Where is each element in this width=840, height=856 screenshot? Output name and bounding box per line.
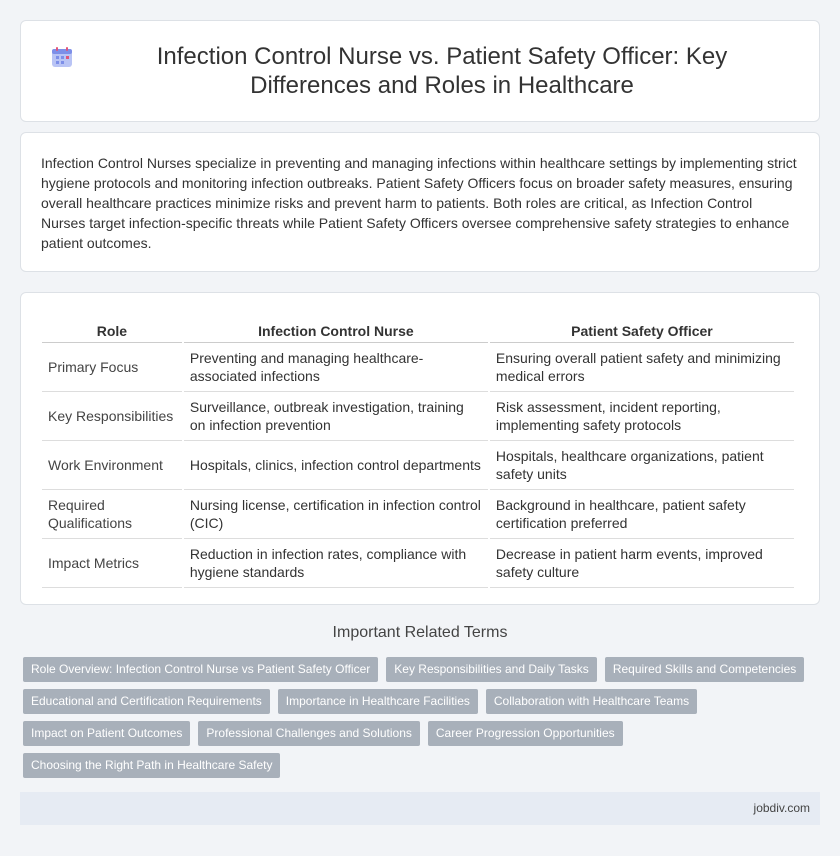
row-role-cell: Required Qualifications [42,490,182,539]
row-icn-cell: Surveillance, outbreak investigation, training on infection prevention [184,392,488,441]
related-terms-title: Important Related Terms [332,624,508,641]
header-card [20,20,820,122]
row-role-cell: Impact Metrics [42,539,182,588]
related-term-tag[interactable]: Required Skills and Competencies [605,657,804,682]
row-icn-cell: Nursing license, certification in infection control (CIC) [184,490,488,539]
row-icn-cell: Preventing and managing healthcare-associated infections [184,343,488,392]
table-row [42,392,794,441]
related-term-tag[interactable]: Impact on Patient Outcomes [23,721,190,746]
table-row [42,343,794,392]
related-term-tag[interactable]: Importance in Healthcare Facilities [278,689,478,714]
page-title: Infection Control Nurse vs. Patient Safety Officer: Key Differences and Roles in Healthcare [156,43,728,99]
comparison-table-card [20,292,820,605]
row-pso-cell: Hospitals, healthcare organizations, patient safety units [490,441,794,490]
header-infection-control-nurse: Infection Control Nurse [184,313,488,343]
related-term-tag[interactable]: Educational and Certification Requirements [23,689,270,714]
header-patient-safety-officer: Patient Safety Officer [490,313,794,343]
footer [20,792,820,825]
intro-paragraph: Infection Control Nurses specialize in preventing and managing infections within healthcare settings by implementing strict hygiene protocols and monitoring infection outbreaks. Patient Safety Officers focus on broader safety measures, ensuring overall healthcare practices minimize risks and prevent harm to patients. Both roles are critical, as Infection Control Nurses target infection-specific threats while Patient Safety Officers oversee comprehensive safety strategies to enhance patient outcomes. [41,155,797,251]
table-header-row [42,313,794,343]
related-term-tag[interactable]: Collaboration with Healthcare Teams [486,689,697,714]
footer-site-link[interactable]: jobdiv.com [753,801,810,815]
row-pso-cell: Background in healthcare, patient safety certification preferred [490,490,794,539]
calendar-icon [51,46,73,68]
row-pso-cell: Risk assessment, incident reporting, implementing safety protocols [490,392,794,441]
row-icn-cell: Reduction in infection rates, compliance with hygiene standards [184,539,488,588]
row-role-cell: Key Responsibilities [42,392,182,441]
comparison-table [40,313,796,588]
row-icn-cell: Hospitals, clinics, infection control departments [184,441,488,490]
related-term-tag[interactable]: Choosing the Right Path in Healthcare Safety [23,753,280,778]
row-pso-cell: Decrease in patient harm events, improved safety culture [490,539,794,588]
related-term-tag[interactable]: Career Progression Opportunities [428,721,623,746]
row-pso-cell: Ensuring overall patient safety and minimizing medical errors [490,343,794,392]
related-term-tag[interactable]: Professional Challenges and Solutions [198,721,419,746]
table-row [42,490,794,539]
related-term-tag[interactable]: Key Responsibilities and Daily Tasks [386,657,597,682]
table-row [42,441,794,490]
related-term-tag[interactable]: Role Overview: Infection Control Nurse vs Patient Safety Officer [23,657,378,682]
row-role-cell: Work Environment [42,441,182,490]
intro-card [20,132,820,272]
related-terms-tags [23,657,823,785]
header-role: Role [42,313,182,343]
table-row [42,539,794,588]
row-role-cell: Primary Focus [42,343,182,392]
